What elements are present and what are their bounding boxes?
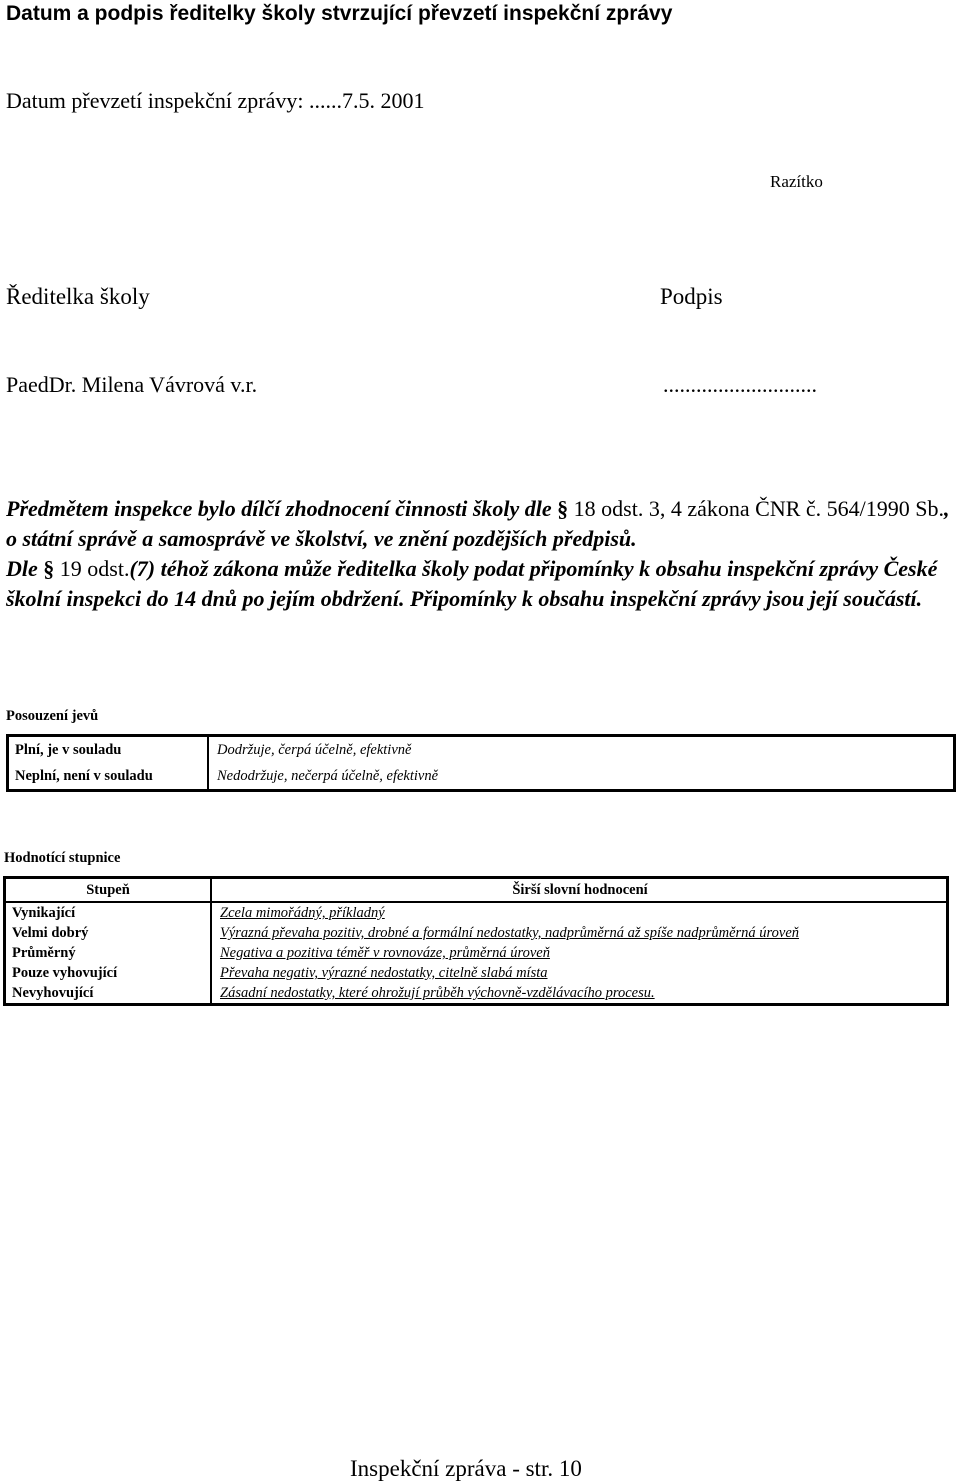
paragraph-law-ref: 18 odst. 3, 4 zákona ČNR č. 564/1990 Sb. bbox=[568, 496, 944, 521]
table-row bbox=[5, 902, 948, 923]
paragraph-text: Předmětem inspekce bylo dílčí zhodnocení činnosti školy dle bbox=[6, 496, 558, 521]
grade-description: Výrazná převaha pozitiv, drobné a formální nedostatky, nadprůměrná až spíše nadprůměrná úroveň bbox=[220, 925, 800, 941]
grade-description: Zcela mimořádný, příkladný bbox=[220, 905, 385, 921]
table-row bbox=[5, 923, 948, 943]
table-header-row bbox=[5, 878, 948, 903]
assessment-heading: Posouzení jevů bbox=[6, 708, 99, 724]
table-row bbox=[5, 963, 948, 983]
paragraph-text: (7) téhož zákona může ředitelka školy podat připomínky k obsahu inspekční zprávy České školní inspekci do 14 dnů po jejím obdržení. Připomínky k obsahu inspekční zprávy jsou její součástí. bbox=[6, 556, 938, 611]
table-row bbox=[8, 763, 955, 791]
scale-table bbox=[3, 876, 949, 1006]
table-row bbox=[5, 983, 948, 1005]
signature-line: ............................ bbox=[663, 372, 817, 397]
grade-description: Převaha negativ, výrazné nedostatky, citelně slabá místa bbox=[220, 965, 548, 981]
stamp-label: Razítko bbox=[770, 172, 823, 191]
grade-cell: Pouze vyhovující bbox=[5, 963, 212, 983]
paragraph-text: Dle bbox=[6, 556, 44, 581]
paragraph-text: , o státní správě a samosprávě ve školství, ve znění pozdějších předpisů. bbox=[6, 496, 950, 551]
assessment-term: Plní, je v souladu bbox=[8, 736, 209, 764]
table-row bbox=[8, 736, 955, 764]
scale-heading: Hodnotící stupnice bbox=[4, 850, 121, 866]
column-header-description: Širší slovní hodnocení bbox=[211, 878, 948, 903]
assessment-desc: Dodržuje, čerpá účelně, efektivně bbox=[217, 741, 412, 758]
director-label: Ředitelka školy bbox=[6, 284, 150, 309]
column-header-grade: Stupeň bbox=[5, 878, 212, 903]
section-sign: § bbox=[43, 556, 55, 581]
paragraph-law-ref: 19 odst. bbox=[54, 556, 130, 581]
grade-cell: Vynikající bbox=[5, 902, 212, 923]
table-row bbox=[5, 943, 948, 963]
signature-label: Podpis bbox=[660, 284, 723, 309]
grade-description: Zásadní nedostatky, které ohrožují průběh výchovně-vzdělávacího procesu. bbox=[220, 985, 655, 1001]
inspection-paragraph bbox=[6, 494, 954, 614]
handover-date: Datum převzetí inspekční zprávy: ......7.5. 2001 bbox=[6, 88, 425, 113]
page-title: Datum a podpis ředitelky školy stvrzující převzetí inspekční zprávy bbox=[6, 2, 673, 25]
assessment-table bbox=[6, 734, 956, 792]
grade-cell: Průměrný bbox=[5, 943, 212, 963]
assessment-term: Neplní, není v souladu bbox=[8, 763, 209, 791]
director-name: PaedDr. Milena Vávrová v.r. bbox=[6, 372, 258, 397]
grade-cell: Velmi dobrý bbox=[5, 923, 212, 943]
section-sign: § bbox=[557, 496, 569, 521]
grade-description: Negativa a pozitiva téměř v rovnováze, průměrná úroveň bbox=[220, 945, 550, 961]
grade-cell: Nevyhovující bbox=[5, 983, 212, 1005]
assessment-desc: Nedodržuje, nečerpá účelně, efektivně bbox=[217, 767, 439, 784]
page-footer: Inspekční zpráva - str. 10 bbox=[350, 1456, 582, 1481]
